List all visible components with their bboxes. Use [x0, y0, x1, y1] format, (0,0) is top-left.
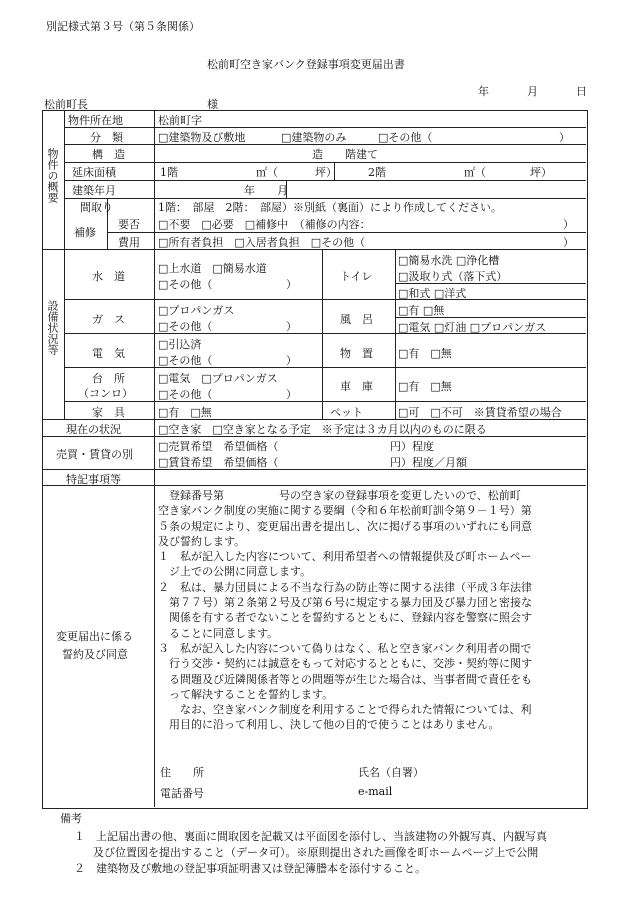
- garage-options[interactable]: □有 □無: [398, 380, 452, 393]
- water-other-close: ）: [286, 278, 297, 291]
- bath-label: 風 呂: [340, 313, 373, 326]
- remark-2: ２ 建築物及び敷地の登記事項証明書又は登記簿謄本を添付すること。: [74, 862, 426, 875]
- class-option-other[interactable]: □その他（: [378, 131, 433, 144]
- kitchen-options[interactable]: □電気 □プロパンガス: [158, 372, 278, 385]
- floor-area-2f-label: 2階: [368, 166, 386, 179]
- repair-need-options[interactable]: □不要 □必要 □補修中 （補修の内容：: [158, 218, 371, 231]
- built-date-label: 建築年月: [72, 184, 116, 197]
- pledge-line: 行う交渉・契約には誠意をもって対応するとともに、交渉・契約等に関す: [158, 657, 532, 671]
- class-option-building-only[interactable]: □建築物のみ: [281, 131, 347, 144]
- repair-need-label: 要否: [118, 218, 140, 231]
- water-label: 水 道: [92, 270, 125, 283]
- garage-label: 車 庫: [340, 380, 373, 393]
- pledge-line: ３ 私が記入した内容について偽りはなく、私と空き家バンク利用者の間で: [158, 641, 532, 655]
- repair-cost-close: ）: [563, 236, 574, 249]
- rent-price-unit: 円）程度／月額: [390, 456, 467, 469]
- addressee-name: 松前町長: [44, 98, 88, 111]
- remarks-title: 備考: [60, 812, 82, 825]
- pledge-line: ジ上での公開に同意します。: [158, 565, 312, 579]
- water-other[interactable]: □その他（: [158, 278, 213, 291]
- storage-options[interactable]: □有 □無: [398, 347, 452, 360]
- kitchen-other-close: ）: [286, 388, 297, 401]
- pledge-line: ５条の規定により、変更届出書を提出し、次に掲げる事項のいずれにも同意: [158, 519, 532, 533]
- gas-other[interactable]: □その他（: [158, 320, 213, 333]
- bath-options-2[interactable]: □電気 □灯油 □プロパンガス: [398, 321, 547, 334]
- electricity-options[interactable]: □引込済: [158, 338, 202, 351]
- form-reference: 別記様式第３号（第５条関係）: [46, 20, 200, 33]
- page-title: 松前町空き家バンク登録事項変更届出書: [207, 58, 405, 71]
- date-day: 日: [576, 85, 587, 98]
- status-label: 現在の状況: [66, 423, 121, 436]
- sale-option[interactable]: □売買希望 希望価格（: [158, 440, 279, 453]
- pledge-line: 第７７号）第２条第２号及び第６号に規定する暴力団及び暴力団と密接な: [158, 596, 532, 610]
- gas-other-close: ）: [286, 320, 297, 333]
- water-options[interactable]: □上水道 □簡易水道: [158, 262, 267, 275]
- class-option-building-land[interactable]: □建築物及び敷地: [158, 131, 246, 144]
- floor-area-1f-tsubo[interactable]: 坪）: [315, 166, 337, 179]
- remark-1-line2: 及び位置図を提出すること（データ可）。※原則提出された画像を町ホームページ上で公開: [93, 846, 539, 859]
- structure-value[interactable]: 造 階建て: [312, 148, 378, 161]
- rent-option[interactable]: □賃貸希望 希望価格（: [158, 456, 279, 469]
- layout-label: 間取り: [80, 201, 113, 214]
- facilities-group-label: 設備状況等: [46, 300, 59, 355]
- built-date-value[interactable]: 年 月: [244, 184, 288, 197]
- furniture-label: 家 具: [92, 406, 125, 419]
- toilet-options-1[interactable]: □簡易水洗 □浄化槽: [398, 254, 500, 267]
- electricity-label: 電 気: [92, 347, 125, 360]
- gas-label: ガ ス: [92, 313, 125, 326]
- applicant-email-label: e-mail: [358, 785, 393, 798]
- repair-cost-options[interactable]: □所有者負担 □入居者負担 □その他（: [158, 236, 366, 249]
- property-group-label: 物件の概要: [46, 148, 59, 203]
- date-month: 月: [527, 85, 538, 98]
- floor-area-label: 延床面積: [72, 166, 116, 179]
- floor-area-1f-sqm[interactable]: ㎡（: [256, 166, 278, 179]
- toilet-options-2[interactable]: □汲取り式（落下式）: [398, 270, 508, 283]
- classification-label: 分 類: [90, 131, 123, 144]
- remark-1-line1: １ 上記届出書の他、裏面に間取図を記載又は平面図を添付し、当該建物の外観写真、内観写真: [74, 830, 547, 843]
- special-notes-field[interactable]: [158, 471, 582, 483]
- pledge-line: 関係を有する者でないことを誓約するとともに、登録内容を警察に照会す: [158, 611, 532, 625]
- applicant-address-label: 住 所: [160, 766, 204, 779]
- status-options[interactable]: □空き家 □空き家となる予定 ※予定は３カ月以内のものに限る: [158, 423, 487, 436]
- date-year: 年: [478, 85, 489, 98]
- gas-options[interactable]: □プロパンガス: [158, 304, 235, 317]
- class-other-close: ）: [559, 131, 570, 144]
- storage-label: 物 置: [340, 347, 373, 360]
- furniture-options[interactable]: □有 □無: [158, 406, 212, 419]
- pet-options[interactable]: □可 □不可 ※賃貸希望の場合: [398, 406, 562, 419]
- toilet-options-3[interactable]: □和式 □洋式: [398, 287, 467, 300]
- applicant-phone-label: 電話番号: [160, 787, 204, 800]
- addressee-honorific: 様: [207, 98, 218, 111]
- pet-label: ペット: [330, 406, 363, 419]
- pledge-label-line1: 変更届出に係る: [56, 630, 133, 643]
- pledge-line: 用目的に沿って利用し、決して他の目的で使うことはありません。: [158, 718, 500, 732]
- pledge-line: なお、空き家バンク制度を利用することで得られた情報については、利: [158, 703, 532, 717]
- pledge-line: って解決することを誓約します。: [158, 687, 334, 701]
- special-notes-label: 特記事項等: [66, 473, 121, 486]
- pledge-line: ることに同意します。: [158, 626, 279, 640]
- pledge-line: 空き家バンク制度の実施に関する要綱（令和６年松前町訓令第９－１号）第: [158, 504, 532, 518]
- floor-area-1f-label: 1階: [160, 166, 178, 179]
- electricity-other-close: ）: [286, 354, 297, 367]
- pledge-line: １ 私が記入した内容について、利用希望者への情報提供及び町ホームペー: [158, 550, 532, 564]
- pledge-label-line2: 誓約及び同意: [62, 648, 128, 661]
- pledge-line: 及び誓約します。: [158, 534, 246, 548]
- toilet-label: トイレ: [340, 270, 373, 283]
- repair-label: 補修: [74, 226, 96, 239]
- kitchen-sublabel: （コンロ）: [78, 387, 133, 400]
- bath-options-1[interactable]: □有 □無: [398, 304, 445, 317]
- structure-label: 構 造: [92, 148, 125, 161]
- pledge-text: [158, 488, 586, 733]
- electricity-other[interactable]: □その他（: [158, 354, 213, 367]
- sale-price-unit: 円）程度: [390, 440, 434, 453]
- sale-rent-label: 売買・賃貸の別: [56, 448, 133, 461]
- location-value[interactable]: 松前町字: [158, 114, 202, 127]
- kitchen-other[interactable]: □その他（: [158, 388, 213, 401]
- repair-cost-label: 費用: [118, 236, 140, 249]
- floor-area-2f-sqm[interactable]: ㎡（: [464, 166, 486, 179]
- pledge-line: ２ 私は、暴力団員による不当な行為の防止等に関する法律（平成３年法律: [158, 580, 532, 594]
- applicant-name-label: 氏名（自署）: [358, 766, 424, 779]
- pledge-line: 登録番号第 号の空き家の登録事項を変更したいので、松前町: [158, 489, 521, 502]
- kitchen-label: 台 所: [92, 372, 125, 385]
- layout-value[interactable]: 1階： 部屋 2階： 部屋）※別紙（裏面）により作成してください。: [158, 201, 502, 214]
- repair-need-close: ）: [563, 218, 574, 231]
- pledge-line: る問題及び近隣関係者等との問題等が生じた場合は、当事者間で責任をも: [158, 672, 532, 686]
- location-label: 物件所在地: [68, 114, 123, 127]
- floor-area-2f-tsubo[interactable]: 坪）: [530, 166, 552, 179]
